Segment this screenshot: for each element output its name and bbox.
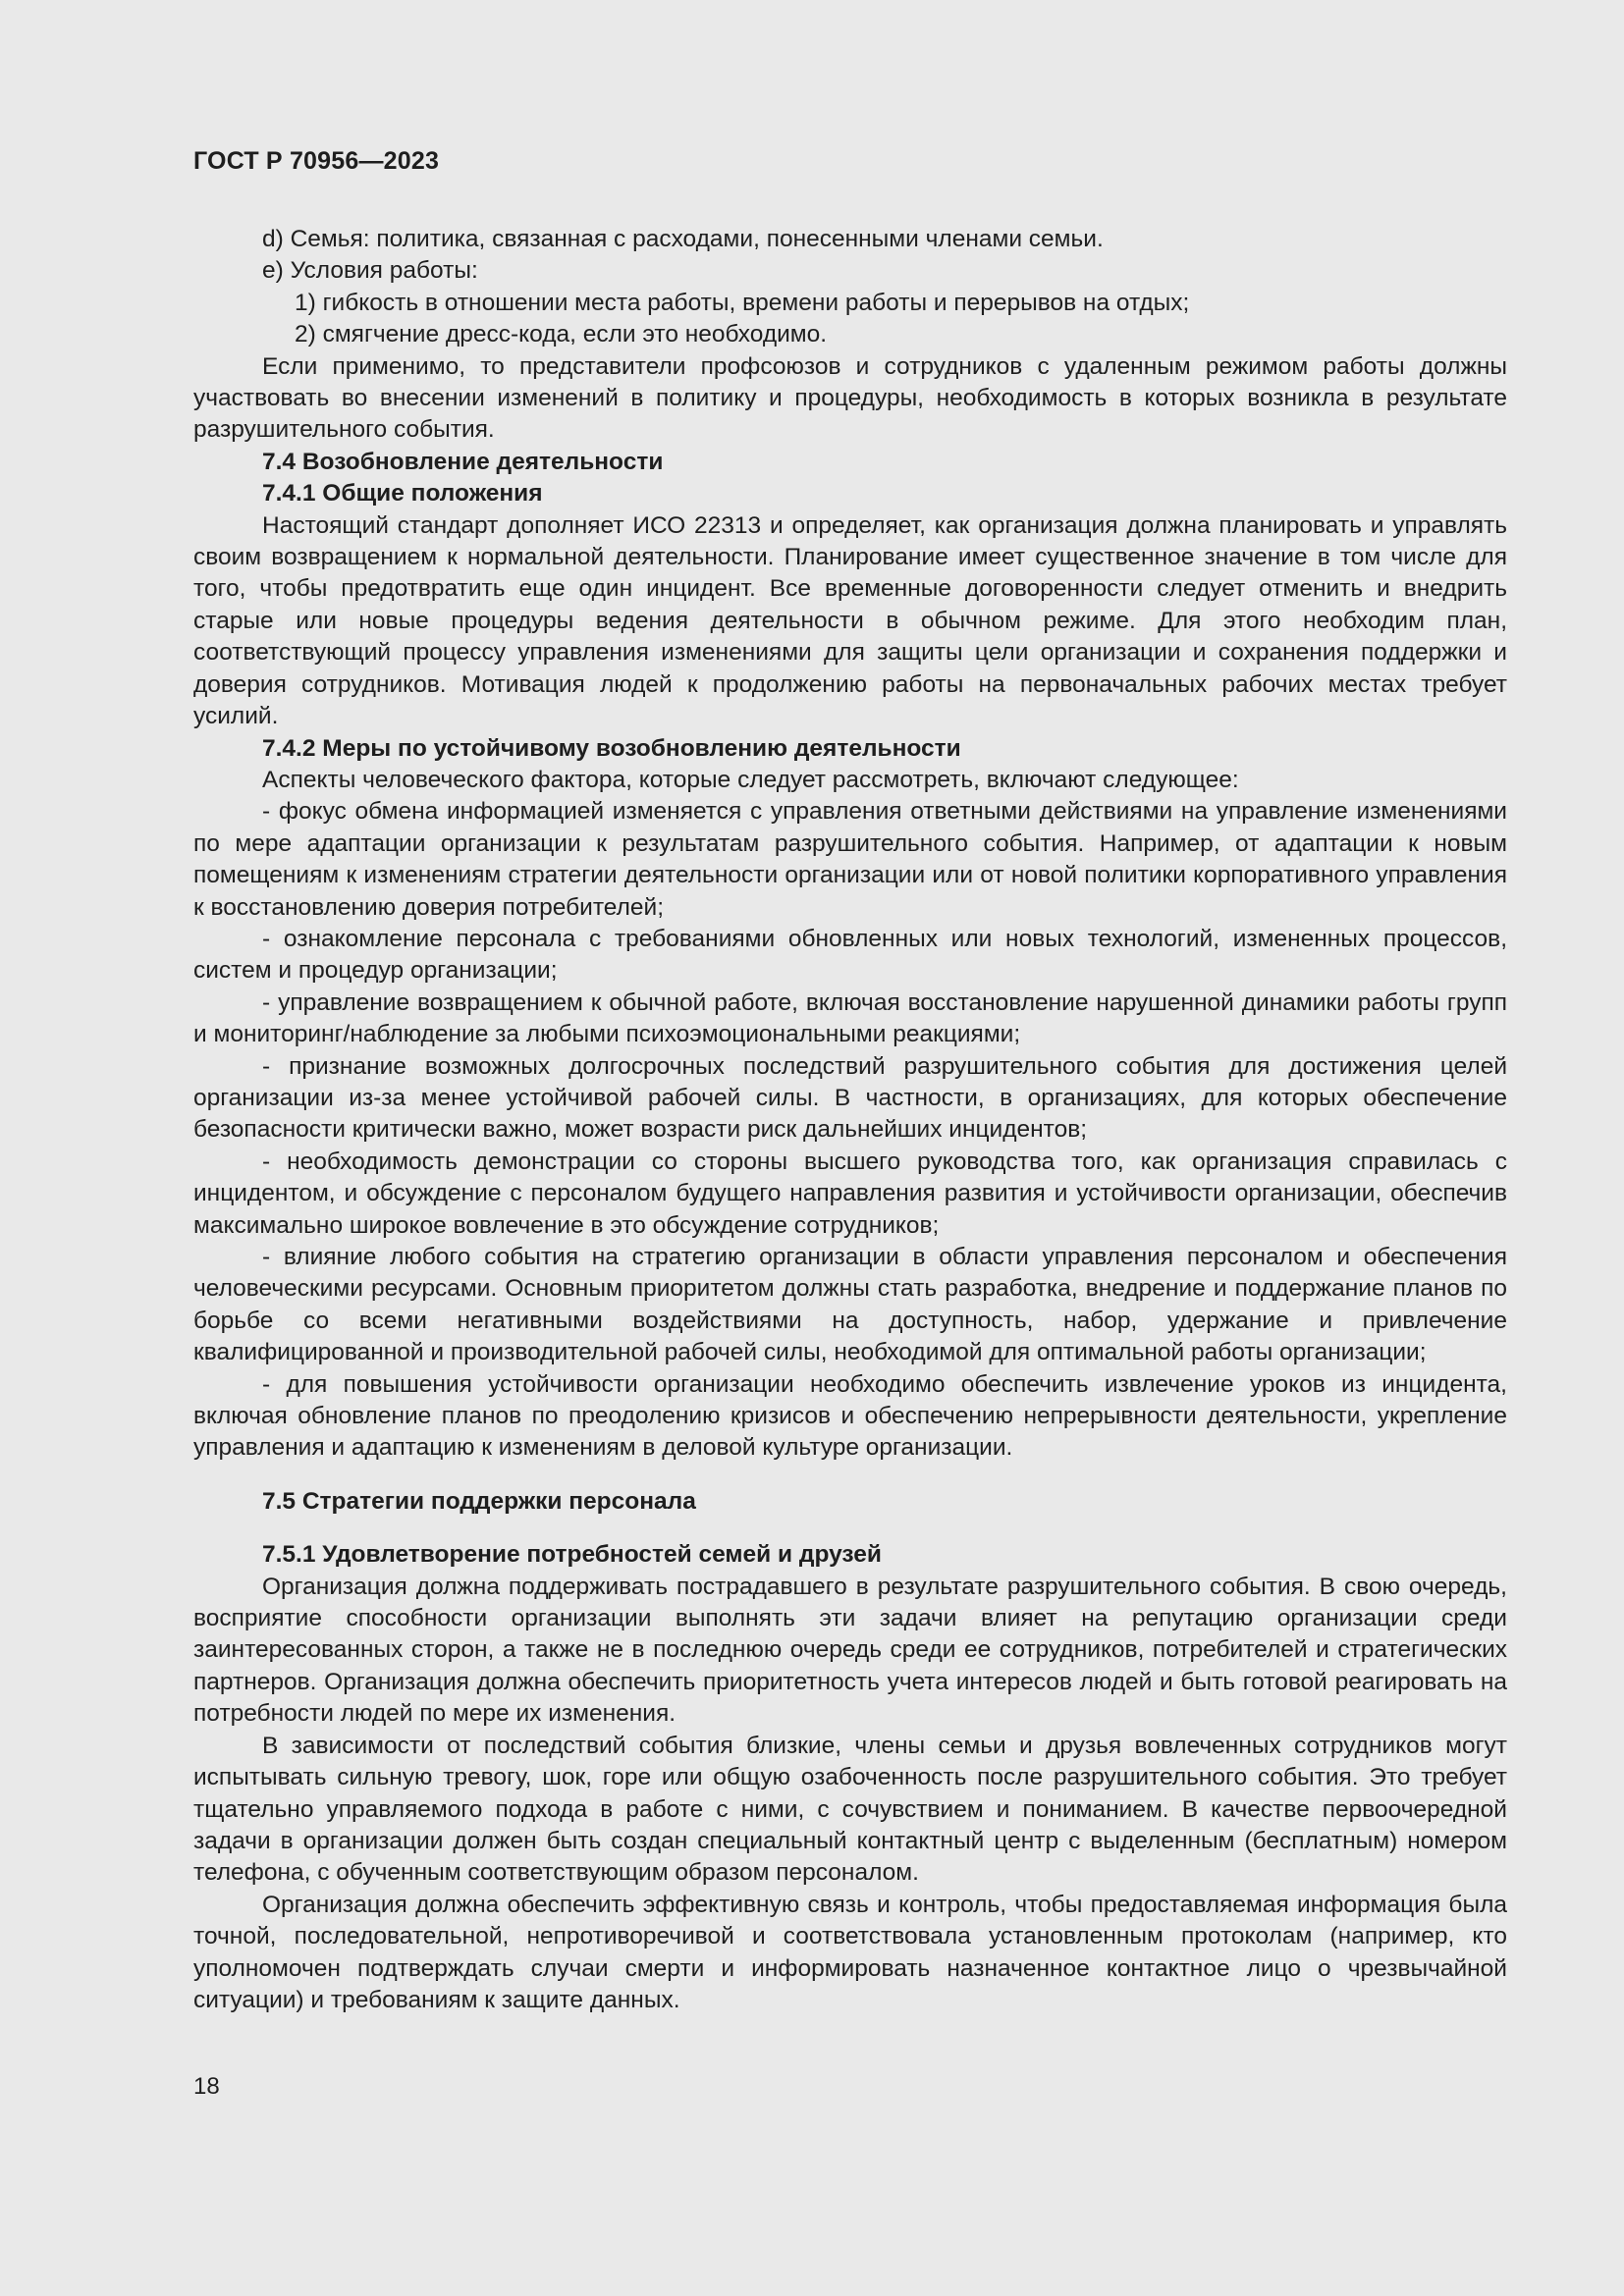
list-item-communication-focus: - фокус обмена информацией изменяется с управления ответными действиями на управление изменениями по мере адаптации организации к результатам разрушительного события. Например, от адаптации к новым помещениям к изменениям стратегии деятельности организации или от новой политики корпоративного управления к восстановлению доверия потребителей;	[193, 798, 1507, 921]
paragraph-communication-control: Организация должна обеспечить эффективную связь и контроль, чтобы предоставляемая информация была точной, последовательной, непротиворечивой и соответствовала установленным протоколам (например, кто уполномочен подтверждать случаи смерти и информировать назначенное контактное лицо о чрезвычайной ситуации) и требованиям к защите данных.	[193, 1891, 1507, 2013]
list-item-hr-strategy: - влияние любого события на стратегию организации в области управления персоналом и обеспечения человеческими ресурсами. Основным приоритетом должны стать разработка, внедрение и поддержание планов по борьбе со всеми негативными воздействиями на доступность, набор, удержание и привлечение квалифицированной и производительной рабочей силы, необходимой для оптимальной работы организации;	[193, 1244, 1507, 1366]
heading-7-4-1: 7.4.1 Общие положения	[262, 480, 543, 507]
sub-item-flexibility: 1) гибкость в отношении места работы, времени работы и перерывов на отдых;	[295, 289, 1190, 316]
heading-7-4-2: 7.4.2 Меры по устойчивому возобновлению деятельности	[262, 734, 961, 762]
list-item-leadership-demonstration: - необходимость демонстрации со стороны высшего руководства того, как организация справилась с инцидентом, и обсуждение с персоналом будущего направления развития и устойчивости организации, обеспечив максимально широкое вовлечение в это обсуждение сотрудников;	[193, 1148, 1507, 1239]
sub-item-dress-code: 2) смягчение дресс-кода, если это необходимо.	[295, 321, 828, 348]
paragraph-general-provisions: Настоящий стандарт дополняет ИСО 22313 и определяет, как организация должна планировать и управлять своим возвращением к нормальной деятельности. Планирование имеет существенное значение в том числе для того, чтобы предотвратить еще один инцидент. Все временные договоренности следует отменить и внедрить старые или новые процедуры ведения деятельности в обычном режиме. Для этого необходим план, соответствующий процессу управления изменениями для защиты цели организации и сохранения поддержки и доверия сотрудников. Мотивация людей к продолжению работы на первоначальных рабочих местах требует усилий.	[193, 511, 1507, 730]
document-code-header: ГОСТ Р 70956—2023	[193, 147, 440, 175]
paragraph-unions: Если применимо, то представители профсоюзов и сотрудников с удаленным режимом работы должны участвовать во внесении изменений в политику и процедуры, необходимость в которых возникла в результате разрушительного события.	[193, 352, 1507, 444]
paragraph-human-factor-aspects: Аспекты человеческого фактора, которые следует рассмотреть, включают следующее:	[262, 766, 1239, 793]
list-item-working-conditions: e) Условия работы:	[262, 257, 478, 285]
document-body	[193, 224, 1507, 2016]
list-item-lessons-learned: - для повышения устойчивости организации необходимо обеспечить извлечение уроков из инцидента, включая обновление планов по преодолению кризисов и обеспечению непрерывности деятельности, укрепление управления и адаптацию к изменениям в деловой культуре организации.	[193, 1370, 1507, 1462]
heading-7-5-1: 7.5.1 Удовлетворение потребностей семей и друзей	[262, 1541, 882, 1569]
paragraph-family-response: В зависимости от последствий события близкие, члены семьи и друзья вовлеченных сотрудников могут испытывать сильную тревогу, шок, горе или общую озабоченность после разрушительного события. Это требует тщательно управляемого подхода в работе с ними, с сочувствием и пониманием. В качестве первоочередной задачи в организации должен быть создан специальный контактный центр с выделенным (бесплатным) номером телефона, с обученным соответствующим образом персоналом.	[193, 1732, 1507, 1887]
list-item-family: d) Семья: политика, связанная с расходами, понесенными членами семьи.	[262, 226, 1104, 252]
list-item-long-term-consequences: - признание возможных долгосрочных последствий разрушительного события для достижения целей организации из-за менее устойчивой рабочей силы. В частности, в организациях, для которых обеспечение безопасности критически важно, может возрасти риск дальнейших инцидентов;	[193, 1052, 1507, 1144]
page-number: 18	[193, 2073, 220, 2100]
heading-7-4: 7.4 Возобновление деятельности	[262, 448, 664, 475]
list-item-return-to-work: - управление возвращением к обычной работе, включая восстановление нарушенной динамики работы групп и мониторинг/наблюдение за любыми психоэмоциональными реакциями;	[193, 988, 1507, 1048]
paragraph-support-victims: Организация должна поддерживать пострадавшего в результате разрушительного события. В свою очередь, восприятие способности организации выполнять эти задачи влияет на репутацию организации среди заинтересованных сторон, а также не в последнюю очередь среди ее сотрудников, потребителей и стратегических партнеров. Организация должна обеспечить приоритетность учета интересов людей и быть готовой реагировать на потребности людей по мере их изменения.	[193, 1573, 1507, 1728]
heading-7-5: 7.5 Стратегии поддержки персонала	[262, 1487, 696, 1515]
list-item-staff-familiarization: - ознакомление персонала с требованиями обновленных или новых технологий, измененных процессов, систем и процедур организации;	[193, 925, 1507, 985]
